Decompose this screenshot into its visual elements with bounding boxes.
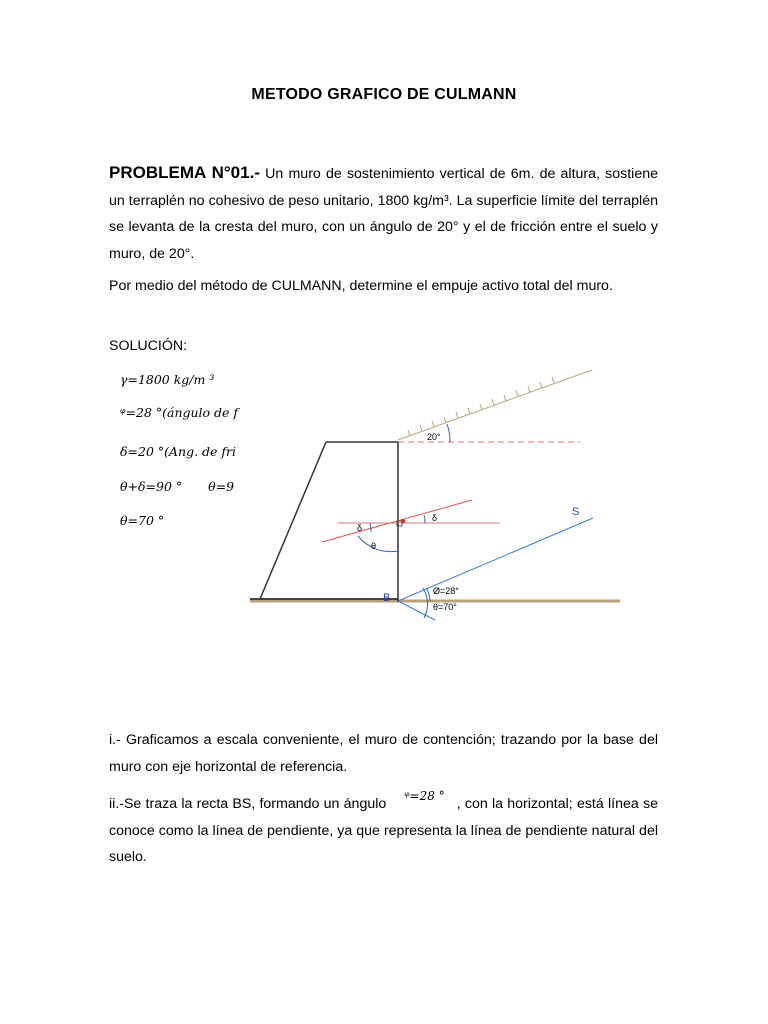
step-2-paragraph: [109, 791, 658, 871]
equation-sum: [120, 479, 234, 494]
wall-point: [401, 519, 405, 523]
problem-paragraph: [109, 160, 658, 267]
problem-text: Un muro de sostenimiento vertical de 6m. de altura, sostiene un terraplén no cohesivo de peso unitario, 1800 kg/m³. La superficie límite del terraplén se levanta de la cresta del muro, con un ángulo de 20° y el de fricción entre el suelo y muro, de 20°.: [109, 166, 658, 262]
retaining-wall: [260, 442, 398, 602]
delta-arc-left: [370, 523, 371, 532]
step-1-paragraph: i.- Graficamos a escala conveniente, el muro de contención; trazando por la base del muro con eje horizontal de referencia.: [109, 732, 658, 775]
equation-theta: θ=70 °: [120, 513, 165, 528]
theta-label: θ: [371, 541, 377, 551]
theta70-angle-label: θ=70°: [433, 602, 457, 612]
step-2-after: , con la horizontal; está línea se conoce como la línea de pendiente, ya que representa la línea de pendiente natural del suelo.: [109, 796, 658, 865]
phi-angle-label: Ø=28°: [433, 586, 459, 596]
line-bs: [398, 518, 593, 601]
slope-angle-label: 20°: [427, 432, 441, 442]
equation-sum-right: θ=9: [208, 479, 235, 494]
equation-sum-left: θ+δ=90 °: [120, 479, 183, 494]
delta-label-left: δ: [357, 523, 363, 533]
equation-delta: δ=20 °(Ang. de fri: [120, 444, 237, 459]
step-2-before: ii.-Se traza la recta BS, formando un ángulo: [109, 796, 387, 812]
theta-arc: [358, 536, 398, 552]
solution-label: SOLUCIÓN:: [109, 338, 188, 354]
delta-arc-right: [424, 515, 425, 523]
delta-label-right: δ: [432, 513, 438, 523]
point-s-label: S: [572, 506, 580, 518]
slope-angle-arc: [447, 424, 450, 442]
document-title: METODO GRAFICO DE CULMANN: [251, 86, 517, 103]
equation-phi: ᵠ=28 °(ángulo de f: [120, 405, 239, 420]
instruction-paragraph: Por medio del método de CULMANN, determine el empuje activo total del muro.: [109, 278, 613, 294]
problem-label: PROBLEMA N°01.-: [109, 163, 260, 182]
step-2-math: ᵠ=28 °: [404, 789, 445, 803]
ground-line: [250, 599, 620, 601]
slope-surface-hatch: [398, 370, 620, 440]
theta70-arc: [423, 588, 428, 618]
culmann-diagram: [240, 370, 620, 632]
line-b-lower: [398, 601, 435, 620]
point-b-label: B: [383, 592, 391, 604]
equation-gamma: γ=1800 kg/m ³: [120, 372, 215, 387]
